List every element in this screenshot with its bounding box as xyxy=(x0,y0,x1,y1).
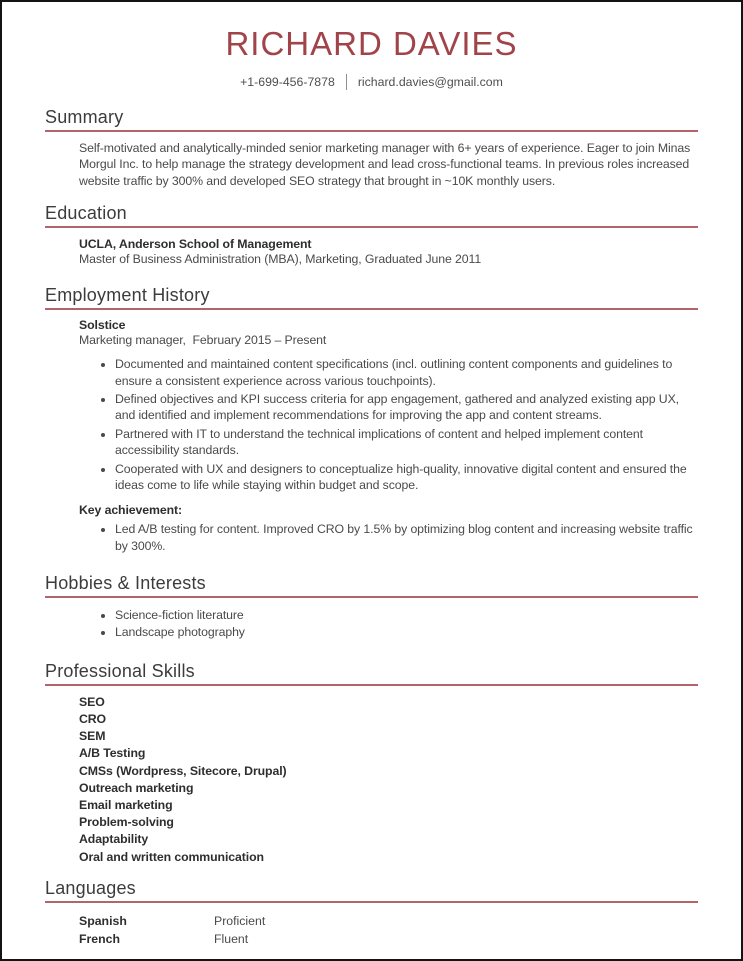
education-degree: Master of Business Administration (MBA), Marketing, Graduated June 2011 xyxy=(79,252,482,267)
job-bullet: • Cooperated with UX and designers to conceptualize high-quality, innovative digital content and ensured the ideas come to life while staying within budget and scope. xyxy=(115,461,698,494)
hobby-list xyxy=(45,607,698,641)
contact-line xyxy=(45,74,698,91)
language-name: French xyxy=(79,931,120,946)
key-achievement-bullet: • Led A/B testing for content. Improved CRO by 1.5% by optimizing blog content and increasing website traffic by 300%. xyxy=(115,521,698,554)
email-address: richard.davies@gmail.com xyxy=(357,75,503,89)
contact-separator xyxy=(346,74,347,90)
summary-text: Self-motivated and analytically-minded senior marketing manager with 6+ years of experience. Eager to join Minas Morgul Inc. to help manage the strategy development and lead cross-functional teams. In previous roles increased website traffic by 300% and developed SEO strategy that brought in ~10K monthly users. xyxy=(79,141,691,188)
languages-title: Languages xyxy=(45,878,698,903)
skill-item: A/B Testing xyxy=(79,746,146,761)
skill-item: Oral and written communication xyxy=(79,849,264,864)
section-skills xyxy=(45,661,698,866)
job-bullet: • Defined objectives and KPI success criteria for app engagement, gathered and analyzed existing app UX, and identified and implement recommendations for improving the app and content streams. xyxy=(115,391,698,424)
hobby-item: • Science-fiction literature xyxy=(115,607,698,624)
employment-entry xyxy=(79,318,698,348)
job-bullet: • Partnered with IT to understand the technical implications of content and helped implement content accessibility standards. xyxy=(115,426,698,459)
language-level: Fluent xyxy=(214,931,249,946)
summary-title: Summary xyxy=(45,107,698,132)
candidate-name: RICHARD DAVIES xyxy=(225,25,518,62)
section-hobbies xyxy=(45,573,698,641)
job-role-dates: Marketing manager, February 2015 – Present xyxy=(79,333,327,348)
section-languages xyxy=(45,878,698,948)
skill-item: SEM xyxy=(79,729,106,744)
key-achievement-list xyxy=(45,521,698,554)
skill-item: Outreach marketing xyxy=(79,780,194,795)
education-entry xyxy=(79,237,698,267)
language-name: Spanish xyxy=(79,913,127,928)
resume-header xyxy=(45,26,698,91)
employment-title: Employment History xyxy=(45,285,698,310)
skills-title: Professional Skills xyxy=(45,661,698,686)
section-summary xyxy=(45,107,698,189)
skill-item: Adaptability xyxy=(79,832,149,847)
employer-name: Solstice xyxy=(79,318,126,333)
language-level: Proficient xyxy=(214,913,266,928)
skills-list xyxy=(45,694,698,866)
section-employment xyxy=(45,285,698,554)
hobby-item: • Landscape photography xyxy=(115,624,698,641)
languages-table xyxy=(79,912,698,948)
education-title: Education xyxy=(45,203,698,228)
job-bullet-list xyxy=(45,356,698,493)
skill-item: Email marketing xyxy=(79,797,173,812)
phone-number: +1-699-456-7878 xyxy=(240,75,335,89)
skill-item: SEO xyxy=(79,694,105,709)
section-education xyxy=(45,203,698,267)
skill-item: Problem-solving xyxy=(79,815,174,830)
language-row xyxy=(79,912,698,930)
skill-item: CMSs (Wordpress, Sitecore, Drupal) xyxy=(79,763,287,778)
hobbies-title: Hobbies & Interests xyxy=(45,573,698,598)
key-achievement-label: Key achievement: xyxy=(79,503,182,518)
job-bullet: • Documented and maintained content specifications (incl. outlining content components and guidelines to ensure a consistent experience across various touchpoints). xyxy=(115,356,698,389)
skill-item: CRO xyxy=(79,711,107,726)
education-school: UCLA, Anderson School of Management xyxy=(79,237,312,252)
language-row xyxy=(79,930,698,948)
